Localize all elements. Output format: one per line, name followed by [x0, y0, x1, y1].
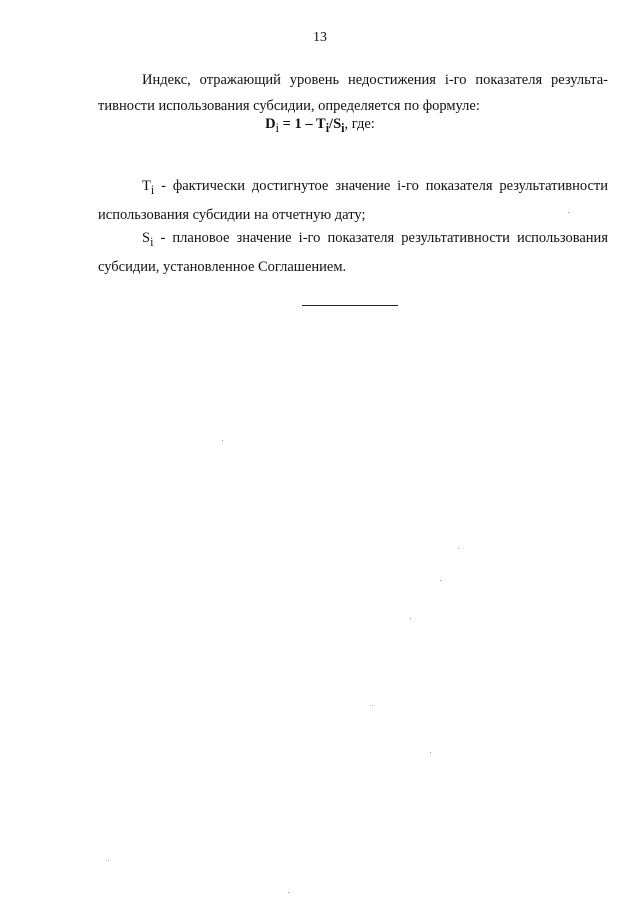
definition-t-text: - фактически достигнутое значение i-го показателя результативности использования субсидии на отчетную дату; [98, 177, 608, 224]
scan-speck [222, 440, 223, 441]
page-number: 13 [313, 30, 327, 45]
scan-speck [372, 705, 373, 706]
formula-lhs: D [265, 116, 276, 132]
definition-s [98, 225, 608, 281]
formula-tail: , где: [344, 116, 375, 132]
formula-slash-s: /S [329, 116, 342, 132]
definition-t-symbol: T [142, 177, 151, 194]
formula [0, 116, 640, 136]
definition-s-symbol: S [142, 229, 151, 246]
definition-s-subscript: i [150, 234, 154, 249]
formula-t-subscript: i [325, 120, 330, 135]
scan-speck [568, 212, 569, 213]
scan-speck [288, 892, 289, 893]
formula-s-subscript: i [341, 120, 345, 135]
scan-speck [440, 580, 441, 581]
scan-speck [108, 860, 109, 861]
definition-s-text: - плановое значение i-го показателя результативности использования субсидии, установленное Соглашением. [98, 229, 608, 276]
intro-paragraph: Индекс, отражающий уровень недостижения i-го показателя результа-тивности использования субсидии, определяется по формуле: [98, 71, 608, 114]
scan-speck [410, 618, 411, 619]
definition-t [98, 173, 608, 229]
definition-t-subscript: i [150, 182, 155, 197]
scan-speck [458, 548, 459, 549]
formula-lhs-subscript: i [275, 120, 280, 135]
scan-speck [430, 752, 431, 753]
formula-equals-part: = 1 – T [279, 116, 326, 132]
end-divider [302, 305, 398, 306]
